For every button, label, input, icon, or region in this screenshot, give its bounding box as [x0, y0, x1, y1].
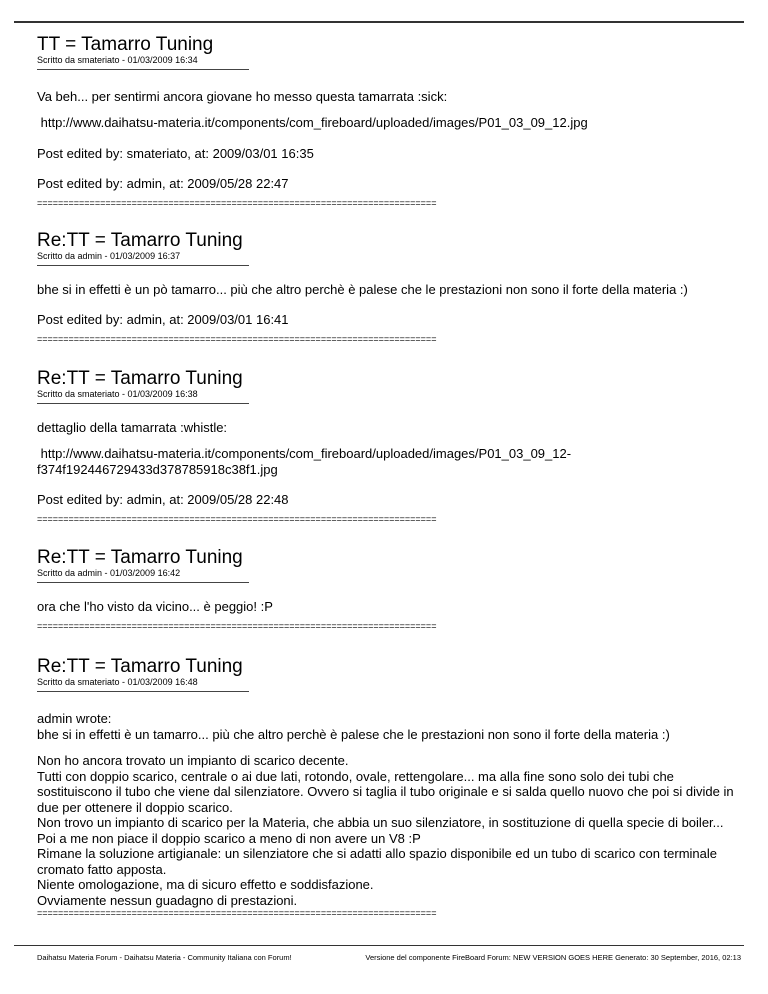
forum-post	[37, 34, 737, 208]
meta-underline	[37, 582, 249, 583]
post-meta: Scritto da smateriato - 01/03/2009 16:48	[37, 677, 198, 687]
forum-post	[37, 230, 737, 344]
post-meta: Scritto da smateriato - 01/03/2009 16:34	[37, 55, 198, 65]
post-separator: ============================================================================	[37, 198, 437, 208]
meta-underline	[37, 691, 249, 692]
post-body-text: Va beh... per sentirmi ancora giovane ho messo questa tamarrata :sick:	[37, 89, 448, 104]
top-divider	[14, 21, 744, 23]
post-image-url: http://www.daihatsu-materia.it/components/com_fireboard/uploaded/images/P01_03_09_12- f374f192446729433d378785918c38f1.jpg	[37, 446, 572, 477]
meta-underline	[37, 265, 249, 266]
forum-post	[37, 368, 737, 524]
post-title: Re:TT = Tamarro Tuning	[37, 368, 243, 389]
post-separator: ============================================================================	[37, 908, 437, 918]
post-meta: Scritto da admin - 01/03/2009 16:42	[37, 568, 181, 578]
post-title: Re:TT = Tamarro Tuning	[37, 230, 243, 251]
meta-underline	[37, 403, 249, 404]
post-separator: ============================================================================	[37, 514, 437, 524]
post-separator: ============================================================================	[37, 621, 437, 631]
post-body-text: dettaglio della tamarrata :whistle:	[37, 420, 228, 435]
post-meta: Scritto da smateriato - 01/03/2009 16:38	[37, 389, 198, 399]
post-meta: Scritto da admin - 01/03/2009 16:37	[37, 251, 181, 261]
post-body-text: bhe si in effetti è un pò tamarro... più che altro perchè è palese che le prestazioni non sono il forte della materia :)	[37, 282, 688, 297]
post-title: Re:TT = Tamarro Tuning	[37, 656, 243, 677]
post-image-url: http://www.daihatsu-materia.it/components/com_fireboard/uploaded/images/P01_03_09_12.jpg	[37, 115, 588, 130]
post-edit-note: Post edited by: admin, at: 2009/03/01 16:41	[37, 312, 289, 327]
post-body-text: ora che l'ho visto da vicino... è peggio! :P	[37, 599, 273, 614]
post-quote: admin wrote: bhe si in effetti è un tamarro... più che altro perchè è palese che le prestazioni non sono il forte della materia :)	[37, 711, 670, 742]
post-body-text: Non ho ancora trovato un impianto di scarico decente. Tutti con doppio scarico, centrale o ai due lati, rotondo, ovale, rettengolare... ma alla fine sono solo dei tubi che sostituiscono il tubo che viene dal silenziatore. Ovvero si taglia il tubo originale e si salda quello nuovo che poi si divide in due per ottenere il doppio scarico. Non trovo un impianto di scarico per la Materia, che abbia un suo silenziatore, in sostituzione di quella specie di boiler... Poi a me non piace il doppio scarico a meno di non avere un V8 :P Rimane la soluzione artigianale: un silenziatore che si adatti allo spazio disponibile ed un tubo di scarico con terminale cromato fatto apposta. Niente omologazione, ma di sicuro effetto e soddisfazione. Ovviamente nessun guadagno di prestazioni.	[37, 753, 734, 908]
post-title: Re:TT = Tamarro Tuning	[37, 547, 243, 568]
forum-post	[37, 547, 737, 631]
post-separator: ============================================================================	[37, 334, 437, 344]
footer-generator-info: Versione del componente FireBoard Forum: NEW VERSION GOES HERE Generato: 30 September, 2016, 02:13	[365, 953, 741, 962]
post-edit-note: Post edited by: admin, at: 2009/05/28 22:47	[37, 176, 289, 191]
footer-divider	[14, 945, 744, 946]
post-title: TT = Tamarro Tuning	[37, 34, 214, 55]
forum-post	[37, 656, 737, 918]
footer-site-name: Daihatsu Materia Forum - Daihatsu Materia - Community Italiana con Forum!	[37, 953, 292, 962]
meta-underline	[37, 69, 249, 70]
post-edit-note: Post edited by: admin, at: 2009/05/28 22:48	[37, 492, 289, 507]
post-edit-note: Post edited by: smateriato, at: 2009/03/01 16:35	[37, 146, 314, 161]
